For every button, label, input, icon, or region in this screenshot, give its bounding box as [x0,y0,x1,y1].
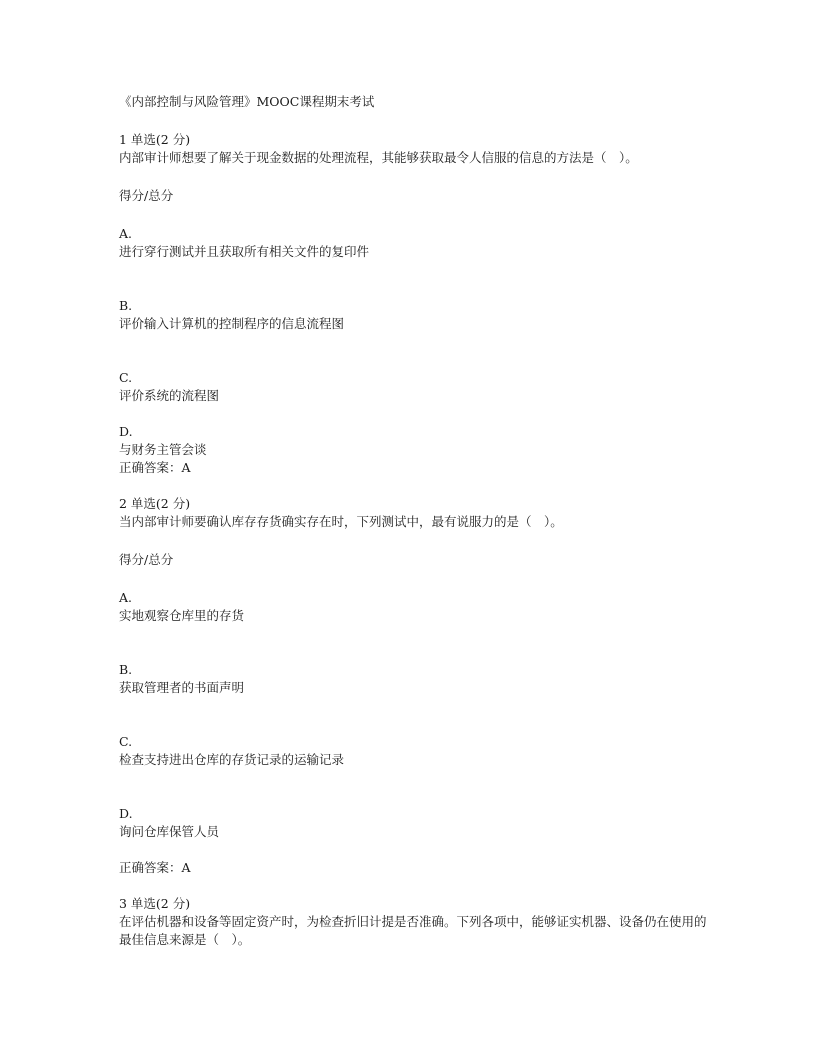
question-stem: 当内部审计师要确认库存存货确实存在时，下列测试中，最有说服力的是（ ）。 [119,514,563,529]
option-d[interactable] [119,805,709,841]
question-header: 2 单选(2 分) [119,496,191,511]
option-a[interactable] [119,589,709,625]
score-label: 得分/总分 [119,552,174,567]
option-text: 与财务主管会谈 [119,442,207,457]
option-text: 询问仓库保管人员 [119,824,220,839]
option-c[interactable] [119,369,709,405]
correct-answer: 正确答案：A [119,460,191,475]
option-c[interactable] [119,733,709,769]
question-2 [119,495,709,877]
question-header: 3 单选(2 分) [119,896,191,911]
option-a[interactable] [119,225,709,261]
question-stem: 内部审计师想要了解关于现金数据的处理流程，其能够获取最令人信服的信息的方法是（ ）。 [119,150,638,165]
option-letter: C. [119,370,133,385]
option-text: 检查支持进出仓库的存货记录的运输记录 [119,752,345,767]
option-d[interactable] [119,423,709,459]
option-letter: A. [119,226,133,241]
option-text: 评价输入计算机的控制程序的信息流程图 [119,316,345,331]
option-letter: D. [119,424,133,439]
option-text: 获取管理者的书面声明 [119,680,245,695]
option-text: 进行穿行测试并且获取所有相关文件的复印件 [119,244,370,259]
option-b[interactable] [119,661,709,697]
option-letter: C. [119,734,133,749]
question-header: 1 单选(2 分) [119,132,191,147]
document-page [119,93,709,967]
option-b[interactable] [119,297,709,333]
correct-answer: 正确答案：A [119,860,191,875]
option-letter: A. [119,590,133,605]
option-letter: D. [119,806,133,821]
question-stem: 在评估机器和设备等固定资产时，为检查折旧计提是否准确。下列各项中，能够证实机器、设备仍在使用的最佳信息来源是（ ）。 [119,914,707,947]
option-text: 实地观察仓库里的存货 [119,608,245,623]
document-title: 《内部控制与风险管理》MOOC课程期末考试 [119,94,375,109]
score-label: 得分/总分 [119,188,174,203]
option-letter: B. [119,662,133,677]
question-1 [119,131,709,477]
question-3 [119,895,709,949]
option-letter: B. [119,298,133,313]
option-text: 评价系统的流程图 [119,388,220,403]
